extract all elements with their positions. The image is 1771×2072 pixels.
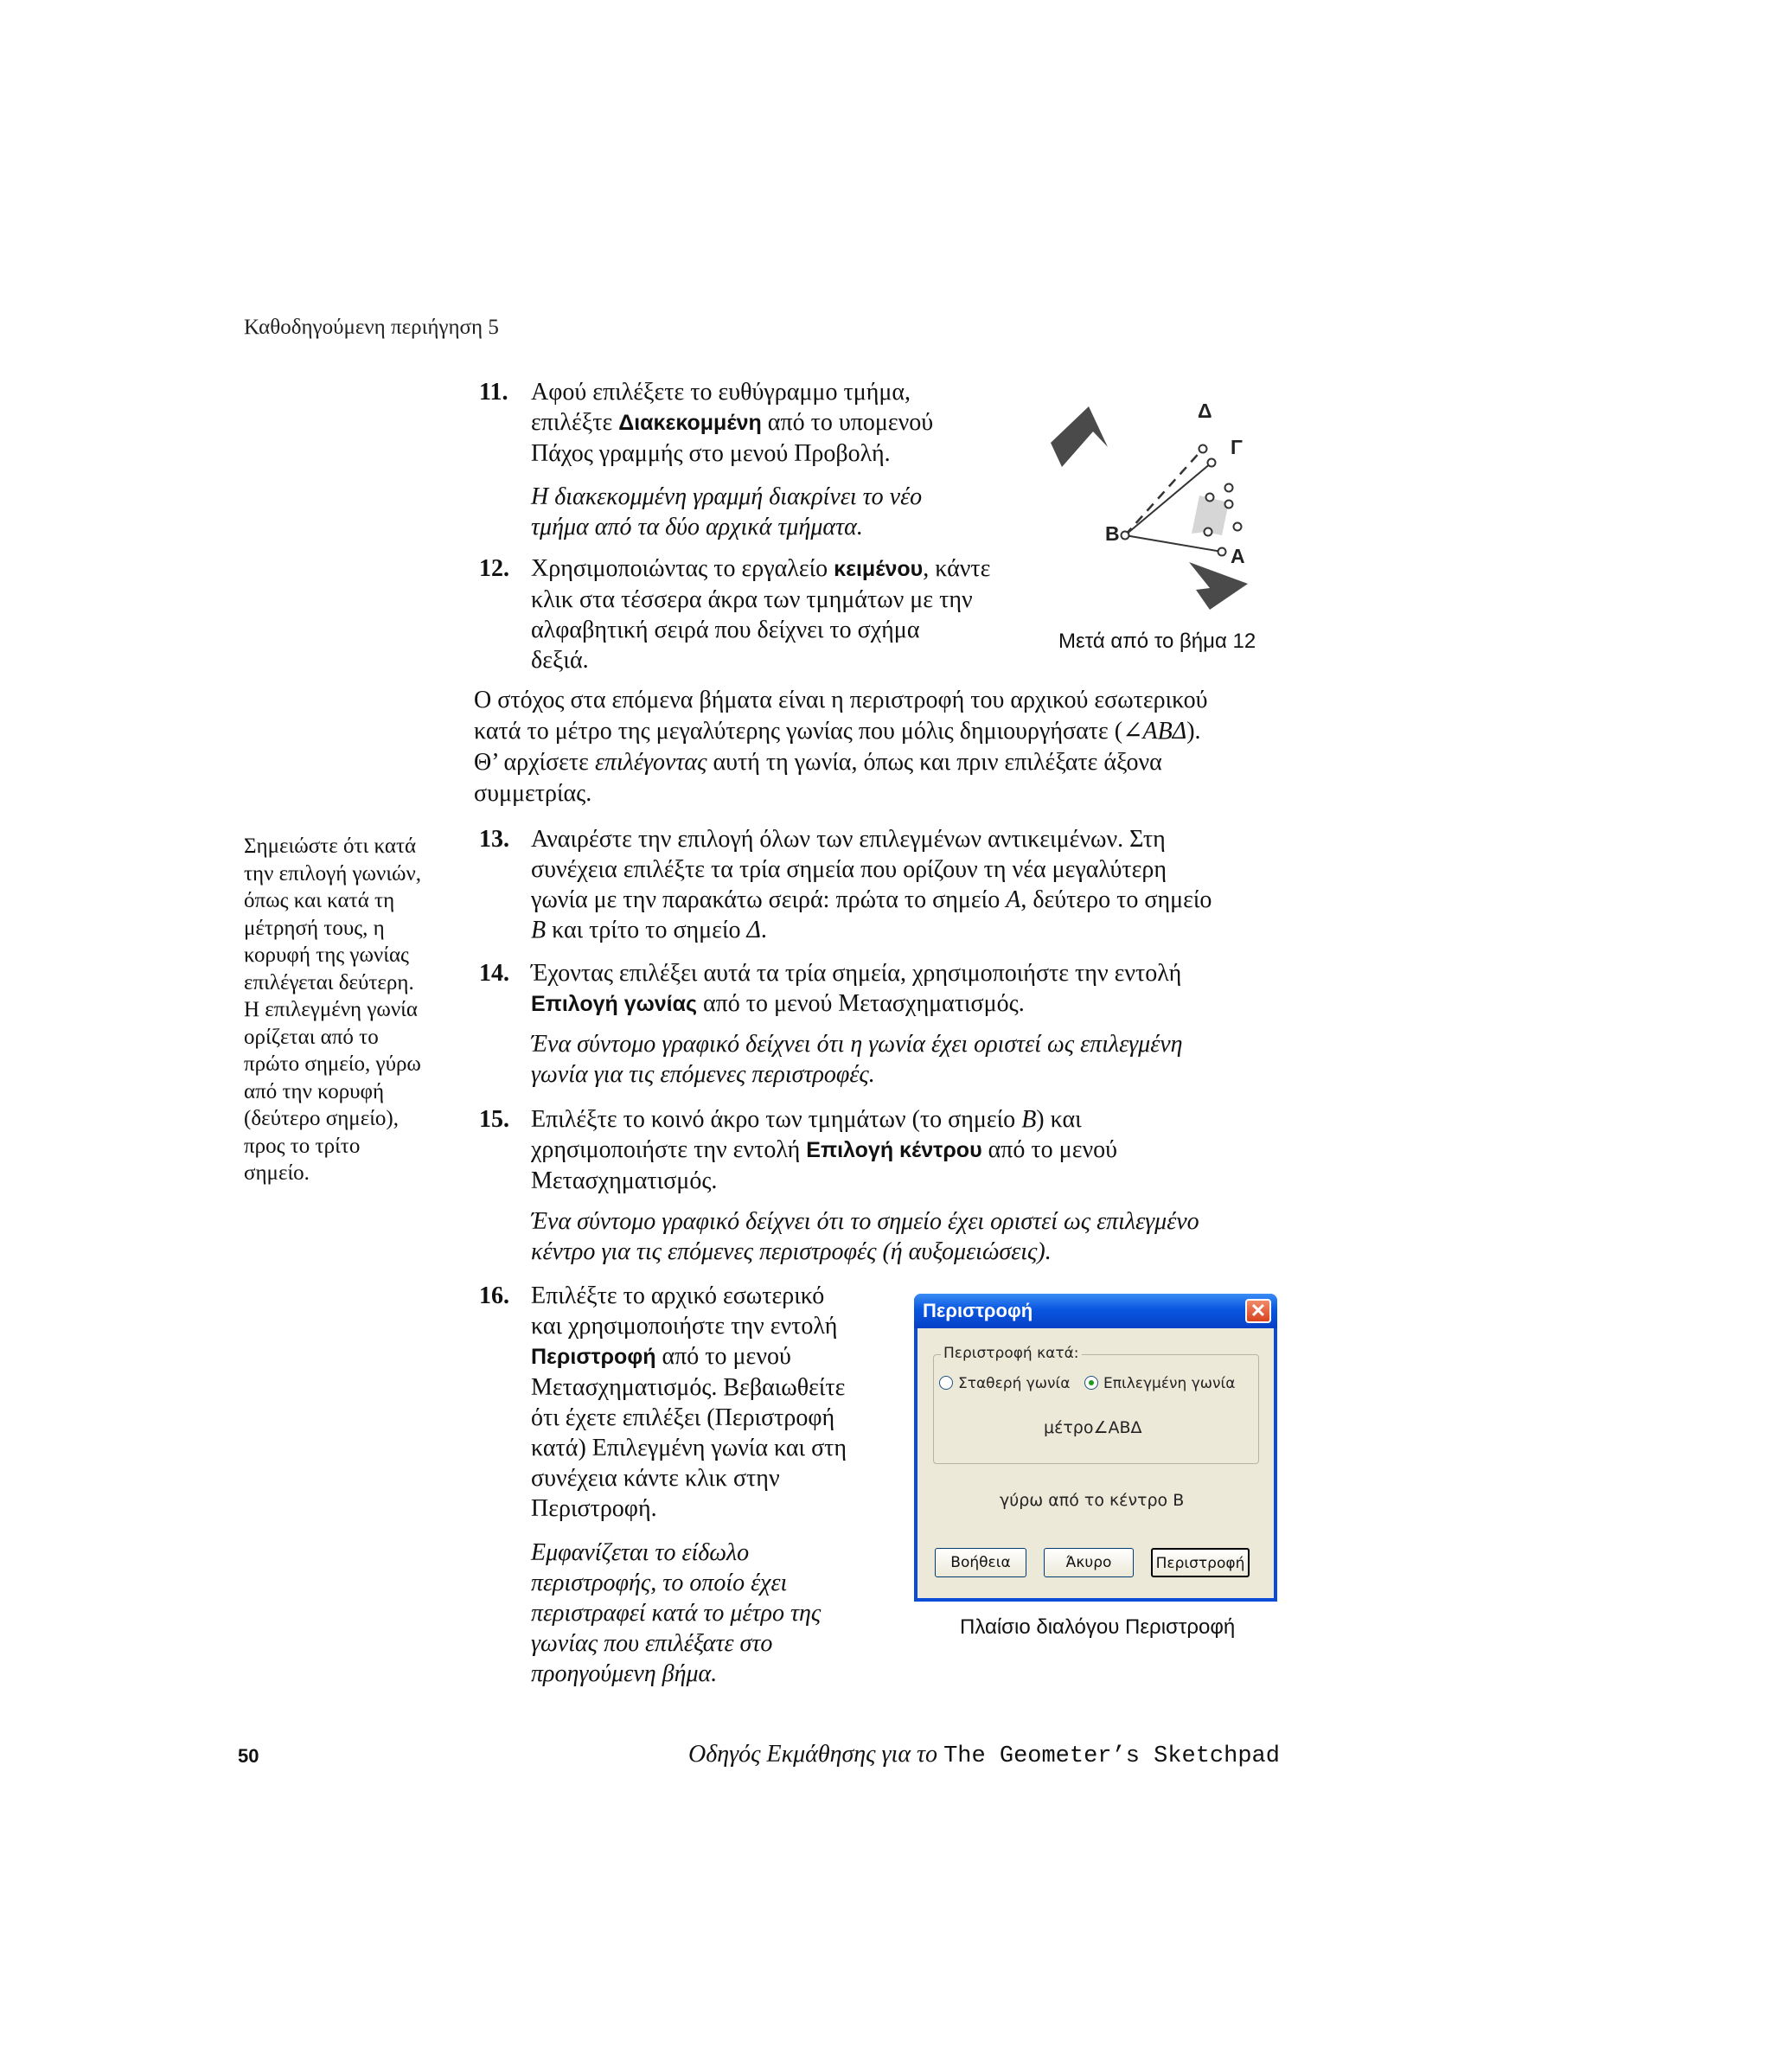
dashed-segment [1125,449,1203,535]
arrow-shape-bottom [1189,562,1248,610]
dialog-title: Περιστροφή [923,1300,1033,1321]
polygon-vertex [1225,484,1233,492]
polygon-vertex [1206,494,1214,502]
arrow-shape-top [1051,406,1108,467]
point-delta [1199,445,1207,453]
command-name: Επιλογή γωνίας [531,992,697,1016]
dialog-caption: Πλαίσιο διαλόγου Περιστροφή [960,1615,1236,1639]
command-name: κειμένου [834,557,924,581]
step-text: κλικ στα τέσσερα άκρα των τμημάτων με την [531,586,973,613]
radio-selected-angle[interactable]: Επιλεγμένη γωνία [1084,1375,1235,1392]
radio-fixed-angle[interactable]: Σταθερή γωνία [939,1375,1071,1392]
command-name: Περιστροφή [531,1345,656,1369]
polygon-vertex [1234,523,1242,531]
step-12 [479,553,991,675]
step-13: 13. Αναιρέστε την επιλογή όλων των επιλεγμένων αντικειμένων. Στη συνέχεια επιλέξτε τα τρία σημεία που ορίζουν τη νέα μεγαλύτερη γωνία με την παρακάτω σειρά: πρώτα το σημείο Α, δεύτερο το σημείο Β και τρίτο το σημείο Δ. [479,826,1212,943]
rotate-by-group [933,1345,1259,1464]
step-11-note: Η διακεκομμένη γραμμή διακρίνει το νέο τμήμα από τα δύο αρχικά τμήματα. [531,483,923,540]
footer-title: Οδηγός Εκμάθησης για το The Geometer’s Sketchpad [688,1741,1280,1769]
step-text: αλφαβητική σειρά που δείχνει το σχήμα [531,617,920,643]
label-beta: Β [1105,522,1120,545]
step-number: 13. [479,826,509,853]
step-text: δεξιά. [531,647,589,674]
radio-on-icon [1084,1376,1098,1390]
step-15-note: Ένα σύντομο γραφικό δείχνει ότι το σημείο έχει οριστεί ως επιλεγμένο κέντρο για τις επόμενες περιστροφές (ή αυξομειώσεις). [531,1208,1199,1265]
point-gamma [1208,459,1216,467]
step-number: 16. [479,1282,509,1309]
step-text: Χρησιμοποιώντας το εργαλείο κειμένου, κάντε [531,555,991,582]
step-number: 12. [479,555,509,582]
radio-off-icon [939,1376,953,1390]
step-text: Αφού επιλέξετε το ευθύγραμμο τμήμα, [531,379,911,406]
label-gamma: Γ [1231,436,1243,458]
step-number: 14. [479,960,509,987]
step-number: 15. [479,1106,509,1133]
label-delta: Δ [1198,400,1212,422]
segment-ba [1125,535,1222,552]
running-header: Καθοδηγούμενη περιήγηση 5 [244,316,499,339]
dialog-body [917,1328,1274,1598]
center-text: γύρω από το κέντρο Β [1000,1491,1185,1510]
figure-caption: Μετά από το βήμα 12 [1058,630,1256,653]
step-11 [479,377,934,469]
polygon-vertex [1205,528,1212,536]
help-button[interactable]: Βοήθεια [935,1548,1026,1577]
step-text: Πάχος γραμμής στο μενού Προβολή. [531,440,891,467]
step-14-note: Ένα σύντομο γραφικό δείχνει ότι η γωνία έχει οριστεί ως επιλεγμένη γωνία για τις επόμενες περιστροφές. [531,1031,1183,1088]
step-16: 16. Επιλέξτε το αρχικό εσωτερικό και χρησιμοποιήστε την εντολή Περιστροφή από το μενού Μετασχηματισμός. Βεβαιωθείτε ότι έχετε επιλέξει (Περιστροφή κατά) Επιλεγμένη γωνία και στη συνέχεια κάντε κλικ στην Περιστροφή. [479,1282,847,1522]
intro-paragraph: Ο στόχος στα επόμενα βήματα είναι η περιστροφή του αρχικού εσωτερικού κατά το μέτρο της μεγαλύτερης γωνίας που μόλις δημιουργήσατε (∠ΑΒΔ). Θ’ αρχίσετε επιλέγοντας αυτή τη γωνία, όπως και πριν επιλέξατε άξονα συμμετρίας. [474,687,1208,807]
cancel-button[interactable]: Άκυρο [1044,1548,1134,1577]
dialog-titlebar[interactable] [914,1294,1277,1328]
rotate-dialog [914,1294,1277,1602]
command-name: Διακεκομμένη [618,411,762,435]
step-text: επιλέξτε Διακεκομμένη από το υπομενού [531,409,934,436]
label-alpha: Α [1231,545,1245,567]
step-16-note: Εμφανίζεται το είδωλο περιστροφής, το οποίο έχει περιστραφεί κατά το μέτρο της γωνίας που επιλέξατε στο προηγούμενη βήμα. [531,1539,822,1687]
step-number: 11. [479,379,508,406]
rotate-button[interactable]: Περιστροφή [1151,1548,1250,1577]
command-name: Επιλογή κέντρου [806,1138,982,1162]
step-14: 14. Έχοντας επιλέξει αυτά τα τρία σημεία, χρησιμοποιήστε την εντολή Επιλογή γωνίας από το μενού Μετασχηματισμός. [479,960,1182,1017]
geometry-figure [1042,393,1280,618]
margin-note: Σημειώστε ότι κατά την επιλογή γωνιών, όπως και κατά τη μέτρησή τους, η κορυφή της γωνίας επιλέγεται δεύτερη. Η επιλεγμένη γωνία ορίζεται από το πρώτο σημείο, γύρω από την κορυφή (δεύτερο σημείο), προς το τρίτο σημείο. [244,835,422,1185]
angle-measure: μέτρο∠ΑΒΔ [1044,1418,1142,1437]
group-label: Περιστροφή κατά: [941,1345,1082,1362]
point-b [1122,532,1129,540]
polygon-vertex [1225,501,1233,508]
step-15: 15. Επιλέξτε το κοινό άκρο των τμημάτων (το σημείο Β) και χρησιμοποιήστε την εντολή Επιλογή κέντρου από το μενού Μετασχηματισμός. [479,1106,1117,1194]
point-a [1218,548,1226,556]
close-icon[interactable]: ✕ [1245,1299,1271,1323]
page-number: 50 [238,1745,259,1767]
